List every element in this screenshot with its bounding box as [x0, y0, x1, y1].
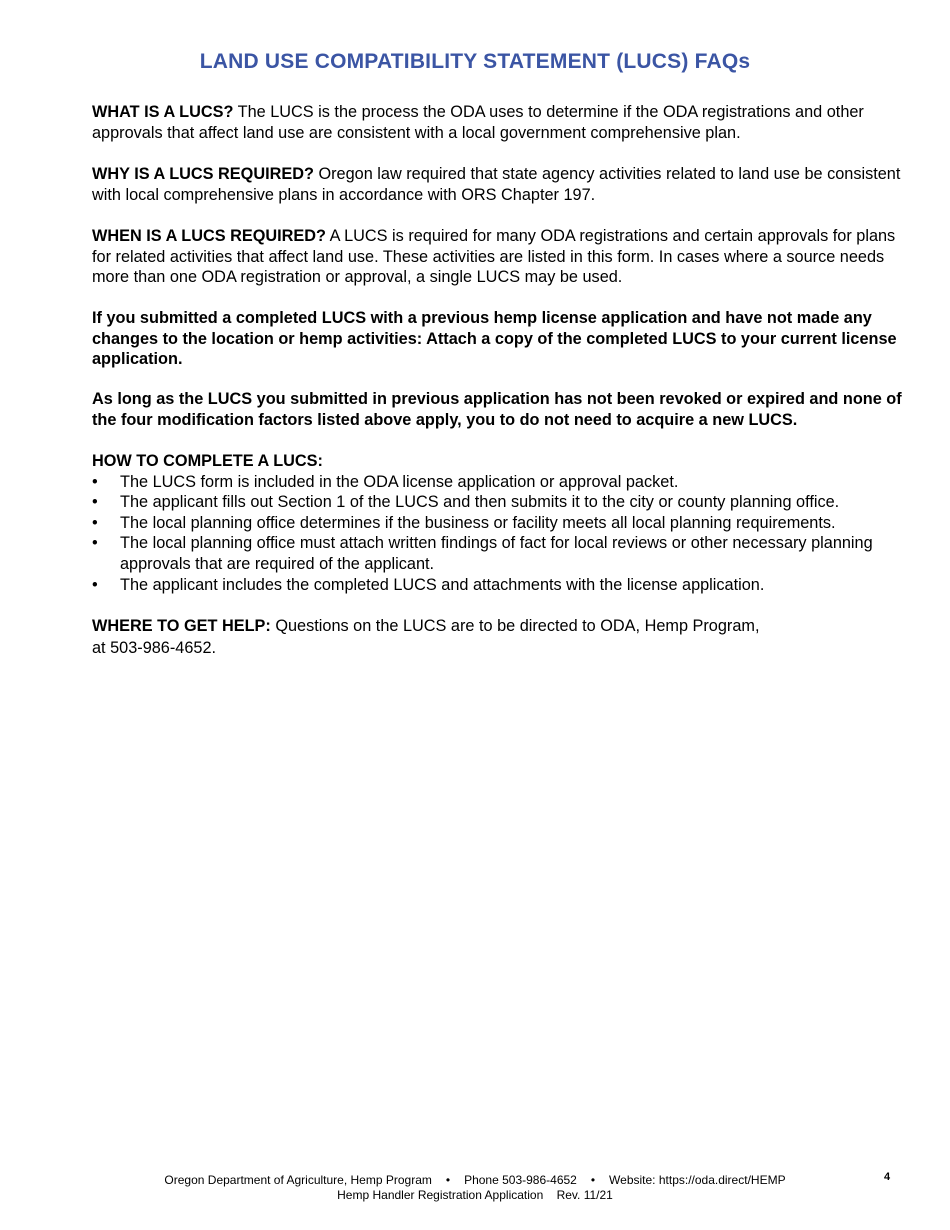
- footer-phone: Phone 503-986-4652: [464, 1173, 577, 1187]
- what-is-lucs-label: WHAT IS A LUCS?: [92, 103, 234, 121]
- what-is-lucs-text: The LUCS is the process the ODA uses to determine if the ODA registrations and other approvals that affect land use are consistent with a local government comprehensive plan.: [92, 103, 864, 142]
- where-to-get-help-label: WHERE TO GET HELP:: [92, 617, 271, 635]
- when-required-label: WHEN IS A LUCS REQUIRED?: [92, 227, 326, 245]
- where-to-get-help-text: Questions on the LUCS are to be directed to ODA, Hemp Program,: [270, 617, 760, 635]
- bullet-icon: •: [92, 534, 98, 553]
- how-to-complete-section: [92, 451, 902, 595]
- how-to-complete-heading: HOW TO COMPLETE A LUCS:: [92, 452, 323, 470]
- page-footer: [0, 1173, 950, 1203]
- list-item: • The LUCS form is included in the ODA license application or approval packet.: [92, 472, 679, 491]
- when-required-text: A LUCS is required for many ODA registrations and certain approvals for plans for related activities that affect land use. These activities are listed in this form. In cases where a source needs more than one ODA registration or approval, a single LUCS may be used.: [92, 227, 896, 287]
- footer-separator: •: [445, 1173, 451, 1187]
- as-long-as-paragraph: As long as the LUCS you submitted in previous application has not been revoked or expired and none of the four modification factors listed above apply, you to do not need to acquire a new LUCS.: [92, 390, 902, 429]
- what-is-lucs-paragraph: [92, 102, 902, 143]
- list-item: • The applicant includes the completed LUCS and attachments with the license application.: [92, 575, 765, 594]
- why-required-text: Oregon law required that state agency activities related to land use be consistent with local comprehensive plans in accordance with ORS Chapter 197.: [92, 165, 901, 204]
- list-item: • The local planning office determines if the business or facility meets all local planning requirements.: [92, 513, 836, 532]
- page-title: LAND USE COMPATIBILITY STATEMENT (LUCS) FAQs: [199, 50, 751, 73]
- footer-separator: •: [590, 1173, 596, 1187]
- footer-website[interactable]: Website: https://oda.direct/HEMP: [609, 1173, 786, 1187]
- where-to-get-help-paragraph: [92, 615, 902, 659]
- footer-line-1: [0, 1173, 950, 1188]
- bullet-icon: •: [92, 472, 98, 491]
- help-phone-line: at 503-986-4652.: [92, 639, 217, 657]
- list-item: • The local planning office must attach written findings of fact for local reviews or other necessary planning approvals that are required of the applicant.: [92, 534, 873, 573]
- footer-line-2: Hemp Handler Registration Application Rev. 11/21: [337, 1188, 613, 1202]
- bullet-icon: •: [92, 575, 98, 594]
- why-required-paragraph: [92, 164, 902, 205]
- bullet-icon: •: [92, 513, 98, 532]
- when-required-paragraph: [92, 226, 902, 288]
- page-number: 4: [884, 1171, 891, 1183]
- why-required-label: WHY IS A LUCS REQUIRED?: [92, 165, 314, 183]
- previous-application-paragraph: If you submitted a completed LUCS with a previous hemp license application and have not made any changes to the location or hemp activities: Attach a copy of the completed LUCS to your current license application.: [92, 309, 897, 369]
- bullet-icon: •: [92, 493, 98, 512]
- list-item: • The applicant fills out Section 1 of the LUCS and then submits it to the city or county planning office.: [92, 493, 840, 512]
- footer-org: Oregon Department of Agriculture, Hemp Program: [164, 1173, 432, 1187]
- how-to-complete-list: [92, 472, 902, 596]
